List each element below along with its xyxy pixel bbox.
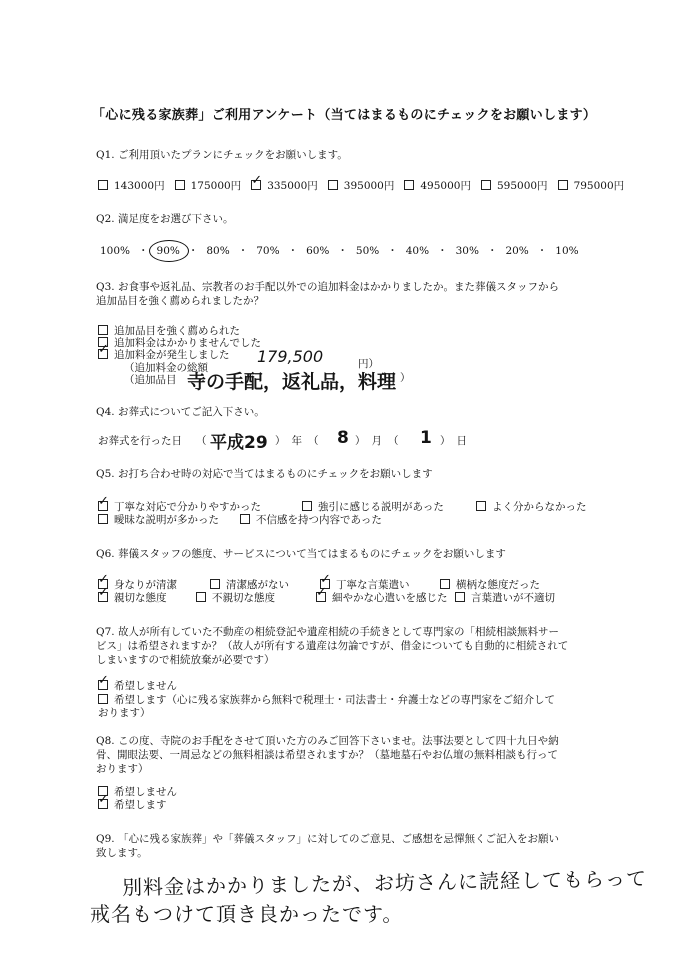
checkbox-checked[interactable] [316, 592, 326, 602]
checkbox[interactable] [302, 501, 312, 511]
checkbox-checked[interactable] [251, 180, 261, 190]
q3-amount-unit: 円） [358, 358, 379, 370]
checkbox-checked[interactable] [98, 680, 108, 690]
checkbox[interactable] [328, 180, 338, 190]
q2-option[interactable]: 10% [555, 245, 579, 257]
scale-separator: ・ [486, 245, 498, 257]
q7-option-yes[interactable]: 希望します（心に残る家族葬から無料で税理士・司法書士・弁護士などの専門家をご紹介して [98, 694, 555, 707]
q2-option[interactable]: 30% [455, 245, 479, 257]
q2-option[interactable]: 20% [505, 245, 529, 257]
checkbox[interactable] [210, 579, 220, 589]
q4-month-handwritten: 8 [337, 428, 349, 448]
checkbox[interactable] [481, 180, 491, 190]
q1-option[interactable] [251, 180, 318, 192]
checkbox[interactable] [98, 180, 108, 190]
q9-question-line2: 致します。 [96, 847, 148, 859]
scale-separator: ・ [287, 245, 299, 257]
q6-option-arrogant[interactable]: 横柄な態度だった [440, 579, 540, 592]
q5-option-forceful[interactable]: 強引に感じる説明があった [302, 501, 444, 514]
q1-option[interactable] [558, 180, 625, 192]
q4-question: Q4. お葬式についてご記入下さい。 [96, 406, 265, 418]
q2-option[interactable]: 70% [256, 245, 280, 257]
checkbox[interactable] [98, 514, 108, 524]
q1-option-label: 335000円 [267, 180, 318, 192]
checkbox-checked[interactable] [98, 799, 108, 809]
q1-option[interactable] [98, 180, 165, 192]
checkbox[interactable] [98, 694, 108, 704]
q3-question-line2: 追加品目を強く薦められましたか？ [96, 295, 264, 307]
q2-options [98, 245, 581, 258]
checkbox[interactable] [98, 325, 108, 335]
q1-option[interactable] [404, 180, 471, 192]
q3-question-line1: Q3. お食事や返礼品、宗教者のお手配以外での追加料金はかかりましたか。また葬儀スタッフから [96, 281, 559, 293]
q1-option[interactable] [481, 180, 548, 192]
q3-items-handwritten: 寺の手配，返礼品，料理 [187, 371, 397, 393]
q2-question: Q2. 満足度をお選び下さい。 [96, 213, 234, 225]
selection-circle [149, 240, 189, 262]
q6-option-considerate[interactable]: ✓ 細やかな心遣いを感じた [316, 592, 448, 605]
q2-option[interactable]: 100% [100, 245, 131, 257]
q2-option[interactable]: 80% [206, 245, 230, 257]
q4-year-label: ）年（ [275, 435, 325, 447]
q9-answer-line1: 別料金はかかりましたが、お坊さんに読経してもらって [121, 866, 648, 900]
checkbox[interactable] [440, 579, 450, 589]
checkbox-checked[interactable] [98, 349, 108, 359]
checkbox[interactable] [240, 514, 250, 524]
scale-separator: ・ [337, 245, 348, 257]
q5-option-unclear[interactable]: よく分からなかった [476, 501, 587, 514]
q1-option[interactable] [328, 180, 395, 192]
q8-option-yes[interactable]: ✓希望します [98, 799, 167, 812]
q6-question: Q6. 葬儀スタッフの態度、サービスについて当てはまるものにチェックをお願いします [96, 548, 506, 560]
q4-date-label: お葬式を行った日 [98, 435, 182, 447]
scale-separator: ・ [437, 245, 448, 257]
q1-option-label: 495000円 [420, 180, 471, 192]
scale-separator: ・ [138, 245, 149, 257]
q2-option[interactable]: 50% [355, 245, 380, 257]
checkbox[interactable] [196, 592, 206, 602]
q7-question-line2: ビス」は希望されますか？（故人が所有する遺産は勿論ですが、借金についても自動的に相続されて [96, 640, 569, 652]
q4-day-handwritten: 1 [420, 428, 432, 448]
q4-era-handwritten: 平成29 [210, 433, 268, 453]
checkbox[interactable] [175, 180, 185, 190]
q3-amount-handwritten: 179,500 [257, 347, 324, 366]
q2-option[interactable]: 40% [405, 245, 430, 257]
q1-option-label: 395000円 [343, 180, 395, 192]
survey-title: 「心に残る家族葬」ご利用アンケート（当てはまるものにチェックをお願いします） [92, 108, 597, 123]
checkbox-checked[interactable] [98, 592, 108, 602]
q3-option-extra[interactable]: ✓追加料金が発生しました [98, 349, 230, 362]
q2-option-selected[interactable]: 90% [155, 245, 182, 258]
q7-question-line3: しまいますので相続放棄が必要です） [96, 654, 275, 666]
q8-question-line2: 骨、開眼法要、一周忌などの無料相談は希望されますか？（墓地墓石やお仏壇の無料相談も行って [96, 749, 558, 761]
q6-option-kind[interactable]: ✓親切な態度 [98, 592, 167, 605]
q4-day-label: ）日 [440, 435, 473, 447]
q3-option-pushed[interactable]: 追加品目を強く薦められた [98, 325, 240, 338]
q3-amount-label: （追加料金の総額 [124, 362, 208, 374]
q9-answer-line2: 戒名もつけて頂き良かったです。 [90, 902, 404, 926]
q7-question-line1: Q7. 故人が所有していた不動産の相続登記や遺産相続の手続きとして専門家の「相続相談無料サー [96, 626, 559, 638]
q5-option-clear[interactable]: ✓丁寧な対応で分かりやすかった [98, 501, 261, 514]
q1-option-label: 795000円 [573, 180, 625, 192]
q3-items-label: （追加品目 [124, 374, 177, 386]
q6-option-tidy[interactable]: ✓身なりが清潔 [98, 579, 177, 592]
q1-question: Q1. ご利用頂いたプランにチェックをお願いします。 [96, 149, 348, 161]
q3-items-close: ） [400, 372, 411, 384]
scale-separator: ・ [237, 245, 249, 257]
q8-question-line3: おります） [96, 763, 149, 775]
scale-separator: ・ [387, 245, 398, 257]
q1-option-label: 175000円 [190, 180, 242, 192]
q8-question-line1: Q8. この度、寺院のお手配をさせて頂いた方のみご回答下さいませ。法事法要として四十九日や納 [96, 735, 559, 747]
q4-open-paren: （ [196, 435, 207, 447]
scale-separator: ・ [187, 245, 199, 257]
q7-option-no[interactable]: ✓希望しません [98, 680, 177, 693]
q9-question-line1: Q9. 「心に残る家族葬」や「葬儀スタッフ」に対してのご意見、ご感想を忌憚無くご記入をお願い [96, 833, 559, 845]
checkbox[interactable] [455, 592, 465, 602]
q6-option-bad-speech[interactable]: 言葉遣いが不適切 [455, 592, 555, 605]
checkbox[interactable] [558, 180, 568, 190]
q1-option-label: 595000円 [496, 180, 548, 192]
q5-option-distrust[interactable]: 不信感を持つ内容であった [240, 514, 382, 527]
q6-option-untidy[interactable]: 清潔感がない [210, 579, 289, 592]
q2-option[interactable]: 60% [306, 245, 330, 257]
q5-option-vague[interactable]: 曖昧な説明が多かった [98, 514, 219, 527]
q4-month-label: ）月（ [355, 435, 405, 447]
q5-question: Q5. お打ち合わせ時の対応で当てはまるものにチェックをお願いします [96, 468, 433, 480]
scale-separator: ・ [536, 245, 548, 257]
checkbox[interactable] [404, 180, 414, 190]
q6-option-unkind[interactable]: 不親切な態度 [196, 592, 275, 605]
checkbox-checked[interactable] [98, 501, 108, 511]
checkbox[interactable] [476, 501, 486, 511]
q1-options [98, 180, 634, 193]
q1-option[interactable] [175, 180, 242, 192]
q3-option-no-extra[interactable]: 追加料金はかかりませんでした [98, 337, 261, 350]
q6-option-polite-speech[interactable]: ✓ 丁寧な言葉遣い [320, 579, 410, 592]
q8-option-no[interactable]: 希望しません [98, 786, 177, 799]
q1-option-label: 143000円 [114, 180, 165, 192]
q7-option-yes-cont: おります） [98, 707, 151, 719]
